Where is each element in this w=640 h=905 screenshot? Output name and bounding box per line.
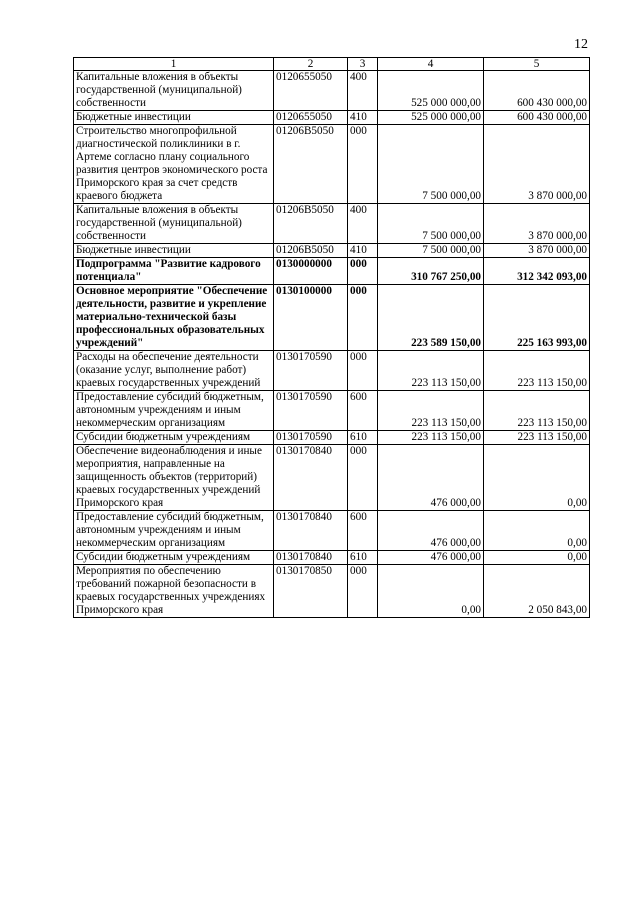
row-name-cell: Субсидии бюджетным учреждениям [74,551,274,565]
row-type-cell: 400 [348,204,378,244]
row-code-cell: 0130170850 [274,565,348,618]
row-name-cell: Предоставление субсидий бюджетным, автономным учреждениям и иным некоммерческим организациям [74,511,274,551]
row-amount-4-cell: 476 000,00 [378,551,484,565]
table-row [74,391,590,431]
table-row [74,565,590,618]
row-name-cell: Бюджетные инвестиции [74,244,274,258]
row-code-cell: 0130170840 [274,551,348,565]
row-amount-5-cell: 3 870 000,00 [484,244,590,258]
header-cell: 2 [274,58,348,71]
header-cell: 3 [348,58,378,71]
row-amount-5-cell: 312 342 093,00 [484,258,590,285]
table-row [74,125,590,204]
row-type-cell: 000 [348,258,378,285]
row-amount-5-cell: 223 113 150,00 [484,431,590,445]
row-name-cell: Бюджетные инвестиции [74,111,274,125]
row-amount-4-cell: 223 113 150,00 [378,431,484,445]
row-type-cell: 400 [348,71,378,111]
row-type-cell: 000 [348,565,378,618]
row-amount-5-cell: 223 113 150,00 [484,391,590,431]
row-type-cell: 000 [348,125,378,204]
row-type-cell: 000 [348,285,378,351]
table-body [74,71,590,618]
row-code-cell: 0120655050 [274,71,348,111]
row-amount-5-cell: 600 430 000,00 [484,71,590,111]
row-amount-4-cell: 525 000 000,00 [378,71,484,111]
row-code-cell: 0130000000 [274,258,348,285]
row-name-cell: Субсидии бюджетным учреждениям [74,431,274,445]
table-row [74,204,590,244]
row-amount-5-cell: 2 050 843,00 [484,565,590,618]
row-code-cell: 0130170590 [274,351,348,391]
row-code-cell: 0130170590 [274,391,348,431]
row-amount-5-cell: 225 163 993,00 [484,285,590,351]
row-type-cell: 610 [348,431,378,445]
row-type-cell: 000 [348,351,378,391]
table-row [74,445,590,511]
row-code-cell: 0130170590 [274,431,348,445]
row-type-cell: 410 [348,244,378,258]
row-type-cell: 410 [348,111,378,125]
row-amount-4-cell: 7 500 000,00 [378,244,484,258]
row-code-cell: 01206B5050 [274,125,348,204]
row-type-cell: 600 [348,511,378,551]
row-amount-4-cell: 223 113 150,00 [378,351,484,391]
row-amount-4-cell: 476 000,00 [378,511,484,551]
table-row [74,244,590,258]
table-row [74,431,590,445]
row-amount-5-cell: 3 870 000,00 [484,125,590,204]
row-name-cell: Предоставление субсидий бюджетным, автономным учреждениям и иным некоммерческим организациям [74,391,274,431]
header-cell: 1 [74,58,274,71]
row-amount-5-cell: 600 430 000,00 [484,111,590,125]
budget-table [73,57,590,618]
row-type-cell: 600 [348,391,378,431]
row-name-cell: Основное мероприятие "Обеспечение деятельности, развитие и укрепление материально-технической базы профессиональных образовательных учреждений" [74,285,274,351]
table-row [74,258,590,285]
row-amount-5-cell: 3 870 000,00 [484,204,590,244]
row-amount-4-cell: 0,00 [378,565,484,618]
table-row [74,111,590,125]
row-amount-5-cell: 0,00 [484,551,590,565]
row-amount-5-cell: 223 113 150,00 [484,351,590,391]
table-row [74,285,590,351]
row-name-cell: Мероприятия по обеспечению требований пожарной безопасности в краевых государственных учреждениях Приморского края [74,565,274,618]
row-code-cell: 0130170840 [274,511,348,551]
row-code-cell: 0120655050 [274,111,348,125]
row-amount-4-cell: 223 589 150,00 [378,285,484,351]
row-name-cell: Строительство многопрофильной диагностической поликлиники в г. Артеме согласно плану социального развития центров экономического роста Приморского края за счет средств краевого бюджета [74,125,274,204]
row-amount-4-cell: 525 000 000,00 [378,111,484,125]
table-row [74,511,590,551]
row-amount-5-cell: 0,00 [484,511,590,551]
header-row [74,58,590,71]
table-row [74,351,590,391]
row-type-cell: 000 [348,445,378,511]
table-row [74,551,590,565]
row-amount-4-cell: 7 500 000,00 [378,125,484,204]
row-amount-4-cell: 223 113 150,00 [378,391,484,431]
row-type-cell: 610 [348,551,378,565]
row-amount-4-cell: 310 767 250,00 [378,258,484,285]
row-amount-4-cell: 7 500 000,00 [378,204,484,244]
row-name-cell: Подпрограмма "Развитие кадрового потенциала" [74,258,274,285]
table-row [74,71,590,111]
header-cell: 5 [484,58,590,71]
header-cell: 4 [378,58,484,71]
row-name-cell: Расходы на обеспечение деятельности (оказание услуг, выполнение работ) краевых государственных учреждений [74,351,274,391]
row-name-cell: Капитальные вложения в объекты государственной (муниципальной) собственности [74,71,274,111]
row-name-cell: Обеспечение видеонаблюдения и иные мероприятия, направленные на защищенность объектов (территорий) краевых государственных учреждений Приморского края [74,445,274,511]
row-code-cell: 01206B5050 [274,244,348,258]
row-amount-5-cell: 0,00 [484,445,590,511]
row-code-cell: 0130100000 [274,285,348,351]
row-amount-4-cell: 476 000,00 [378,445,484,511]
page-number: 12 [574,37,588,52]
row-name-cell: Капитальные вложения в объекты государственной (муниципальной) собственности [74,204,274,244]
row-code-cell: 01206B5050 [274,204,348,244]
row-code-cell: 0130170840 [274,445,348,511]
